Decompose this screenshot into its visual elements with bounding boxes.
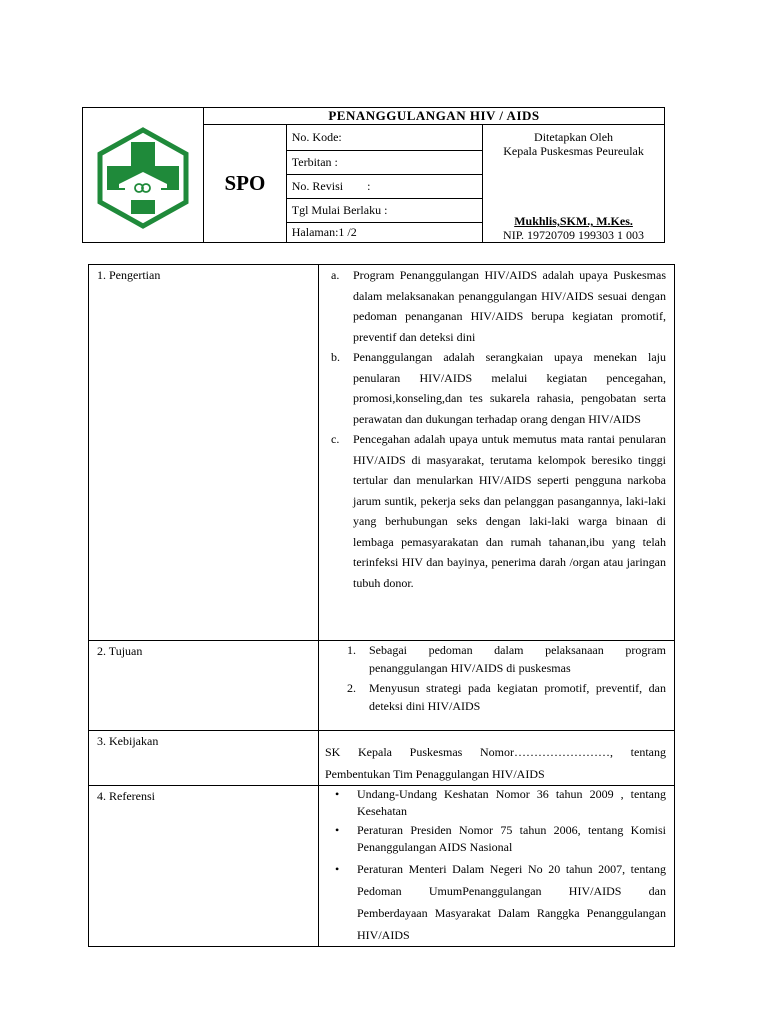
section-label-tujuan: 2. Tujuan (89, 641, 319, 731)
spo-header-table (82, 107, 665, 243)
spo-label: SPO (204, 125, 287, 243)
section-content-referensi (319, 786, 675, 947)
logo-cell (83, 108, 204, 243)
list-item: 1. Sebagai pedoman dalam pelaksanaan program penanggulangan HIV/AIDS di puskesmas (347, 643, 666, 675)
section-label-pengertian: 1. Pengertian (89, 265, 319, 641)
approval-block (483, 125, 665, 243)
list-item: • Undang-Undang Keshatan Nomor 36 tahun 2009 , tentang Kesehatan (335, 787, 666, 818)
kebijakan-text: SK Kepala Puskesmas Nomor……………………, tentang Pembentukan Tim Penaggulangan HIV/AIDS (325, 745, 666, 781)
approval-line-2: Kepala Puskesmas Peureulak (503, 144, 644, 158)
list-item: • Peraturan Presiden Nomor 75 tahun 2006, tentang Komisi Penanggulangan AIDS Nasional (335, 823, 666, 854)
approval-line-1: Ditetapkan Oleh (534, 130, 614, 144)
field-terbitan: Terbitan : (286, 151, 482, 175)
document-title: PENANGGULANGAN HIV / AIDS (204, 108, 665, 125)
field-halaman: Halaman:1 /2 (286, 223, 482, 243)
list-item: • Peraturan Menteri Dalam Negeri No 20 tahun 2007, tentang Pedoman UmumPenanggulangan HIV/AIDS dan Pemberdayaan Masyarakat Dalam Ranggka Penanggulangan HIV/AIDS (335, 862, 666, 942)
section-label-kebijakan: 3. Kebijakan (89, 731, 319, 786)
puskesmas-logo-icon (83, 108, 203, 238)
section-content-tujuan (319, 641, 675, 731)
spo-content-table (88, 264, 675, 947)
section-content-kebijakan (319, 731, 675, 786)
field-tgl-mulai: Tgl Mulai Berlaku : (286, 199, 482, 223)
pengertian-list (329, 265, 666, 593)
section-content-pengertian (319, 265, 675, 641)
field-no-revisi: No. Revisi : (286, 175, 482, 199)
referensi-list (333, 786, 666, 946)
list-item: c. Pencegahan adalah upaya untuk memutus mata rantai penularan HIV/AIDS di masyarakat, terutama kelompok beresiko tinggi tertular dan menularkan HIV/AIDS seperti pengguna narkoba jarum suntik, pekerja seks dan pelanggan pasangannya, laki-laki yang berhubungan seks dengan laki-laki warga binaan di lembaga pemasyarakatan dan rumah tahanan,ibu yang telah terinfeksi HIV dan bayinya, penerima darah /organ atau jaringan tubuh donor. (331, 432, 666, 590)
field-no-kode: No. Kode: (286, 125, 482, 151)
list-item: 2. Menyusun strategi pada kegiatan promotif, preventif, dan deteksi dini HIV/AIDS (347, 681, 666, 713)
list-item: a. Program Penanggulangan HIV/AIDS adalah upaya Puskesmas dalam melaksanakan penanggulangan HIV/AIDS sesuai dengan pedoman penanganan HIV/AIDS berupa kegiatan promotif, preventif dan deteksi dini (331, 268, 666, 344)
list-item: b. Penanggulangan adalah serangkaian upaya menekan laju penularan HIV/AIDS melalui kegiatan pencegahan, promosi,konseling,dan tes sukarela rahasia, pengobatan serta perawatan dan dukungan terhadap orang dengan HIV/AIDS (331, 350, 666, 426)
section-label-referensi: 4. Referensi (89, 786, 319, 947)
tujuan-list (345, 641, 666, 715)
signer-name: Mukhlis,SKM., M.Kes. (514, 214, 633, 228)
signer-nip: NIP. 19720709 199303 1 003 (503, 228, 645, 242)
